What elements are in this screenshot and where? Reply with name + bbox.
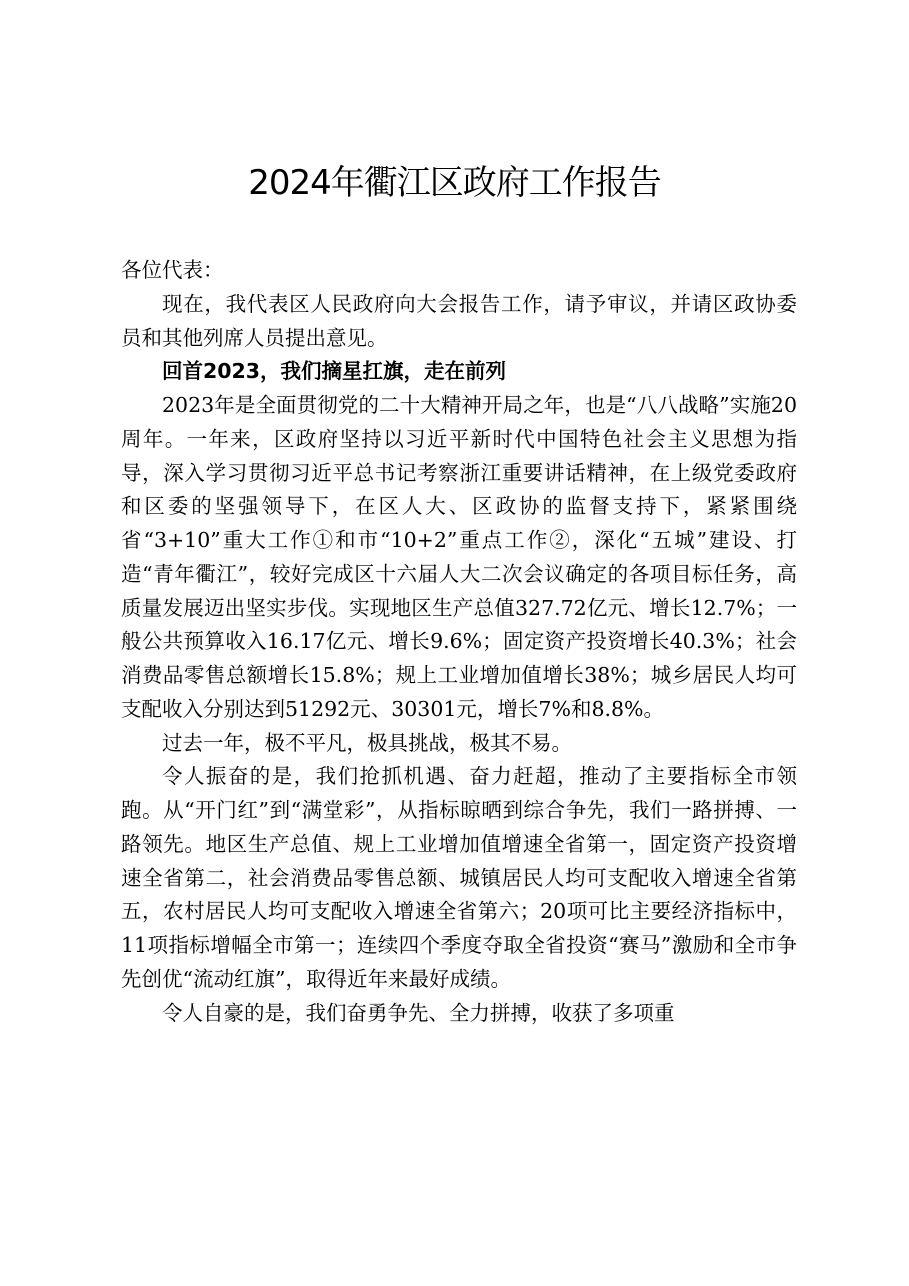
- document-title: 2024年衢江区政府工作报告: [248, 163, 661, 203]
- section-heading: 回首2023，我们摘星扛旗，走在前列: [162, 359, 507, 384]
- paragraph-indicators: 令人振奋的是，我们抢抓机遇、奋力赶超，推动了主要指标全市领跑。从“开门红”到“满堂彩”，从指标晾晒到综合争先，我们一路拼搏、一路领先。地区生产总值、规上工业增加值增速全省第一，固定资产投资增速全省第二，社会消费品零售总额、城镇居民人均可支配收入增速全省第五，农村居民人均可支配收入增速全省第六；20项可比主要经济指标中，11项指标增幅全市第一；连续四个季度夺取全省投资“赛马”激励和全市争先创优“流动红旗”，取得近年来最好成绩。: [121, 764, 797, 991]
- paragraph-opening: 现在，我代表区人民政府向大会报告工作，请予审议，并请区政协委员和其他列席人员提出意见。: [121, 291, 797, 350]
- document-body: [121, 254, 797, 1030]
- salutation: 各位代表：: [121, 258, 224, 282]
- paragraph-summary: 2023年是全面贯彻党的二十大精神开局之年，也是“八八战略”实施20周年。一年来，区政府坚持以习近平新时代中国特色社会主义思想为指导，深入学习贯彻习近平总书记考察浙江重要讲话精神，在上级党委政府和区委的坚强领导下，在区人大、区政协的监督支持下，紧紧围绕省“3+10”重大工作①和市“10+2”重点工作②，深化“五城”建设、打造“青年衢江”，较好完成区十六届人大二次会议确定的各项目标任务，高质量发展迈出坚实步伐。实现地区生产总值327.72亿元、增长12.7%；一般公共预算收入16.17亿元、增长9.6%；固定资产投资增长40.3%；社会消费品零售总额增长15.8%；规上工业增加值增长38%；城乡居民人均可支配收入分别达到51292元、30301元，增长7%和8.8%。: [121, 393, 797, 721]
- paragraph-achievements: 令人自豪的是，我们奋勇争先、全力拼搏，收获了多项重: [162, 1000, 675, 1025]
- paragraph-year-review: 过去一年，极不平凡，极具挑战，极其不易。: [162, 730, 572, 755]
